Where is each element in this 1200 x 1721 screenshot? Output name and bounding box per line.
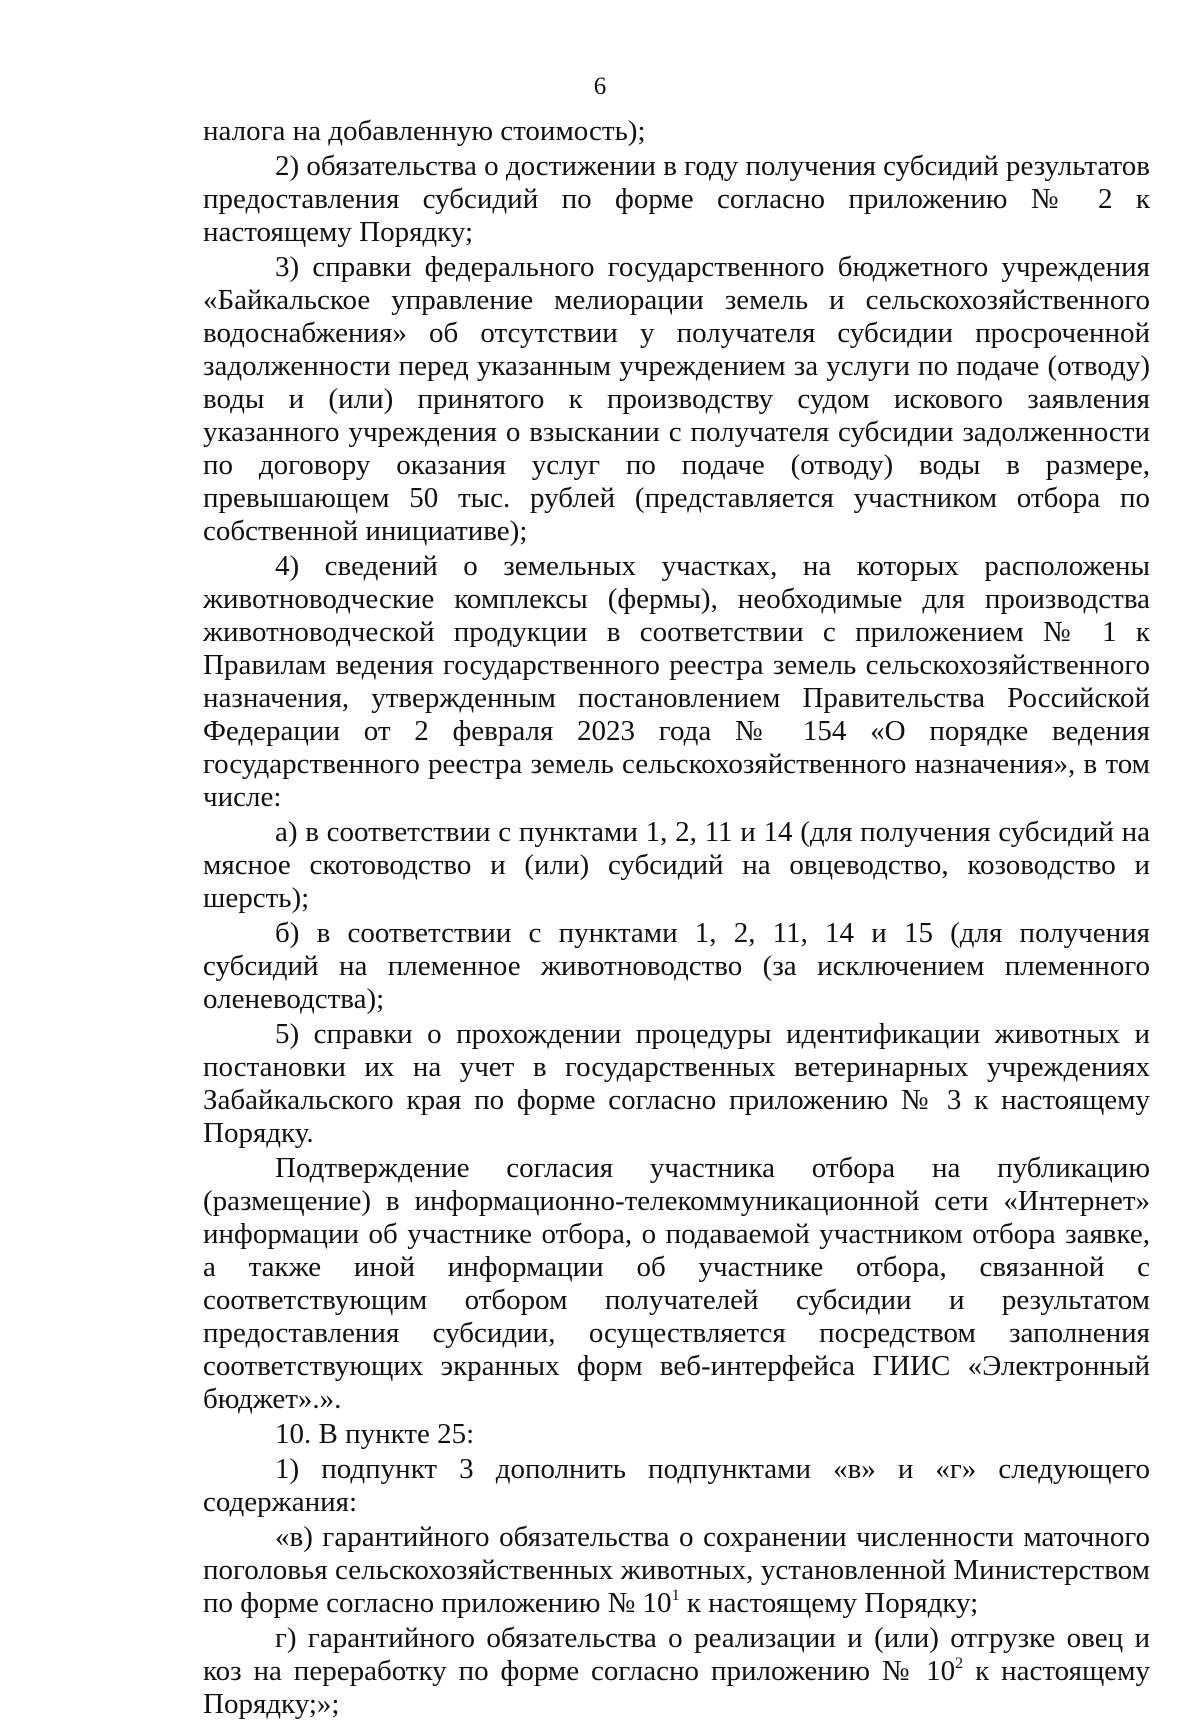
paragraph: 1) подпункт 3 дополнить подпунктами «в» и «г» следующего содержания: <box>203 1453 1150 1518</box>
paragraph: 5) справки о прохождении процедуры идентификации животных и постановки их на учет в государственных ветеринарных учреждениях Забайкальского края по форме согласно приложению № 3 к настоящему Порядку. <box>203 1018 1150 1149</box>
paragraph-with-superscript <box>203 1521 1150 1620</box>
paragraph-text: «в) гарантийного обязательства о сохранении численности маточного поголовья сельскохозяйственных животных, установленной Министерством по форме согласно приложению № 10 <box>203 1521 1150 1619</box>
paragraph: налога на добавленную стоимость); <box>203 115 646 147</box>
paragraph: а) в соответствии с пунктами 1, 2, 11 и 14 (для получения субсидий на мясное скотоводство и (или) субсидий на овцеводство, козоводство и шерсть); <box>203 816 1150 914</box>
paragraph-text: г) гарантийного обязательства о реализации и (или) отгрузке овец и коз на переработку по форме согласно приложению № 10 <box>203 1622 1150 1687</box>
paragraph-text: к настоящему Порядку; <box>679 1587 979 1619</box>
superscript: 1 <box>671 1587 680 1604</box>
page-number: 6 <box>593 73 607 100</box>
paragraph: 10. В пункте 25: <box>275 1418 475 1450</box>
paragraph-with-superscript <box>203 1622 1150 1721</box>
paragraph: 2) обязательства о достижении в году получения субсидий результатов предоставления субсидий по форме согласно приложению № 2 к настоящему Порядку; <box>203 150 1150 248</box>
paragraph: 4) сведений о земельных участках, на которых расположены животноводческие комплексы (фермы), необходимые для производства животноводческой продукции в соответствии с приложением № 1 к Правилам ведения государственного реестра земель сельскохозяйственного назначения, утвержденным постановлением Правительства Российской Федерации от 2 февраля 2023 года № 154 «О порядке ведения государственного реестра земель сельскохозяйственного назначения», в том числе: <box>203 550 1150 813</box>
paragraph-text: к настоящему Порядку;»; <box>203 1655 1150 1720</box>
paragraph: Подтверждение согласия участника отбора на публикацию (размещение) в информационно-телекоммуникационной сети «Интернет» информации об участнике отбора, о подаваемой участником отбора заявке, а также иной информации об участнике отбора, связанной с соответствующим отбором получателей субсидии и результатом предоставления субсидии, осуществляется посредством заполнения соответствующих экранных форм веб-интерфейса ГИИС «Электронный бюджет».». <box>203 1152 1150 1415</box>
paragraph: б) в соответствии с пунктами 1, 2, 11, 14 и 15 (для получения субсидий на племенное животноводство (за исключением племенного оленеводства); <box>203 917 1150 1015</box>
document-body <box>203 115 1150 1721</box>
superscript: 2 <box>955 1655 964 1672</box>
paragraph: 3) справки федерального государственного бюджетного учреждения «Байкальское управление мелиорации земель и сельскохозяйственного водоснабжения» об отсутствии у получателя субсидии просроченной задолженности перед указанным учреждением за услуги по подаче (отводу) воды и (или) принятого к производству судом искового заявления указанного учреждения о взыскании с получателя субсидии задолженности по договору оказания услуг по подаче (отводу) воды в размере, превышающем 50 тыс. рублей (представляется участником отбора по собственной инициативе); <box>203 251 1150 547</box>
